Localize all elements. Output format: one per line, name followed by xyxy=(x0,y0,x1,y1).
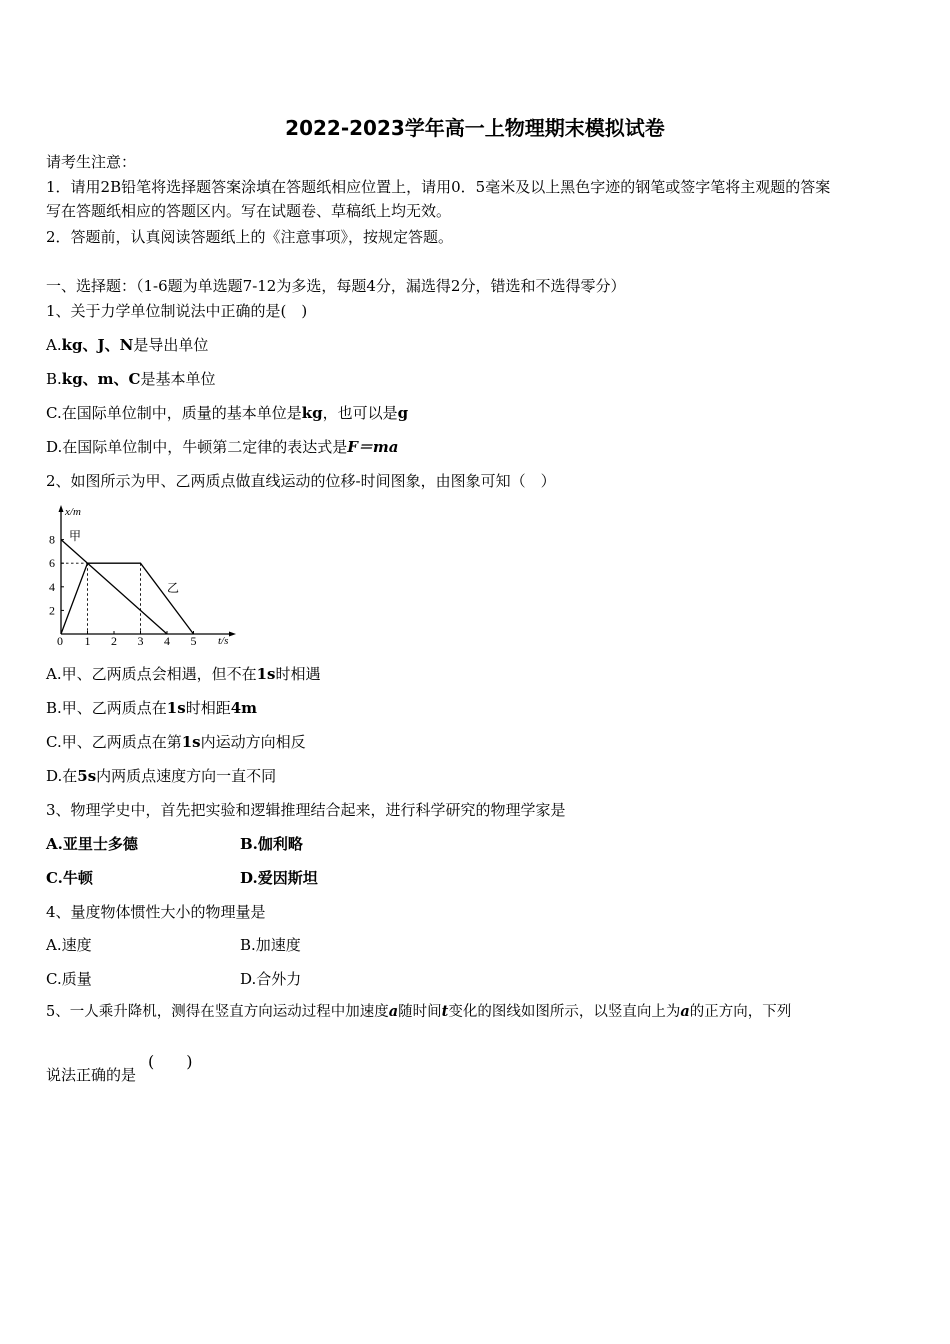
question-3-option-d: D.爱因斯坦 xyxy=(240,869,318,887)
y-tick-label: 8 xyxy=(49,532,55,547)
y-tick-label: 6 xyxy=(49,556,55,571)
series-label-yi: 乙 xyxy=(167,581,180,595)
question-4-option-c: C.质量 xyxy=(46,970,92,988)
question-2-option-c: C.甲、乙两质点在第1s内运动方向相反 xyxy=(46,733,306,751)
x-tick-label: 3 xyxy=(137,634,144,648)
section-heading: 一、选择题：（1-6题为单选题7-12为多选，每题4分，漏选得2分，错选和不选得零分） xyxy=(46,277,626,295)
question-1-option-c: C.在国际单位制中，质量的基本单位是kg，也可以是g xyxy=(46,404,409,422)
y-tick-label: 2 xyxy=(49,603,55,618)
question-4-option-a: A.速度 xyxy=(46,936,92,954)
y-tick-label: 4 xyxy=(49,579,55,594)
question-4-option-b: B.加速度 xyxy=(240,936,301,954)
question-3-option-b: B.伽利略 xyxy=(240,835,303,853)
series-line-jia xyxy=(61,540,167,634)
question-1-stem: 1、关于力学单位制说法中正确的是( ) xyxy=(46,302,308,320)
question-3-stem: 3、物理学史中，首先把实验和逻辑推理结合起来，进行科学研究的物理学家是 xyxy=(46,801,566,819)
question-5-answer-paren: ( ) xyxy=(148,1052,193,1071)
y-axis-label: x/m xyxy=(65,506,81,518)
x-tick-label: 0 xyxy=(57,634,63,648)
x-tick-label: 5 xyxy=(190,634,197,648)
question-1-option-d: D.在国际单位制中，牛顿第二定律的表达式是F＝ma xyxy=(46,438,399,456)
displacement-time-graph xyxy=(44,502,244,652)
notice-item-1-line-1: 1．请用2B铅笔将选择题答案涂填在答题纸相应位置上，请用0．5毫米及以上黑色字迹的钢笔或签字笔将主观题的答案 xyxy=(46,178,831,196)
question-2-option-b: B.甲、乙两质点在1s时相距4m xyxy=(46,699,258,717)
notice-heading: 请考生注意： xyxy=(46,153,137,171)
page-title: 2022-2023学年高一上物理期末模拟试卷 xyxy=(285,116,665,140)
question-3-option-c: C.牛顿 xyxy=(46,869,93,887)
x-tick-label: 4 xyxy=(164,634,170,648)
question-3-option-a: A.亚里士多德 xyxy=(46,835,138,853)
question-2-stem: 2、如图所示为甲、乙两质点做直线运动的位移-时间图象，由图象可知（ ） xyxy=(46,472,556,490)
x-axis-label: t/s xyxy=(218,635,229,647)
series-label-jia: 甲 xyxy=(69,529,82,543)
x-tick-label: 1 xyxy=(84,634,91,648)
x-axis-arrow xyxy=(229,632,236,637)
question-4-option-d: D.合外力 xyxy=(240,970,302,988)
question-4-stem: 4、量度物体惯性大小的物理量是 xyxy=(46,903,266,921)
question-2-option-d: D.在5s内两质点速度方向一直不同 xyxy=(46,767,277,785)
x-tick-label: 2 xyxy=(111,634,117,648)
question-2-option-a: A.甲、乙两质点会相遇，但不在1s时相遇 xyxy=(46,665,321,683)
question-5-stem-line-2: 说法正确的是 xyxy=(46,1066,137,1084)
question-1-option-a: A.kg、J、N是导出单位 xyxy=(46,336,209,354)
notice-item-2: 2．答题前，认真阅读答题纸上的《注意事项》，按规定答题。 xyxy=(46,228,454,246)
notice-item-1-line-2: 写在答题纸相应的答题区内。写在试题卷、草稿纸上均无效。 xyxy=(46,202,452,220)
question-1-option-b: B.kg、m、C是基本单位 xyxy=(46,370,216,388)
question-5-stem-line-1: 5、一人乘升降机，测得在竖直方向运动过程中加速度a随时间t变化的图线如图所示，以竖直向上为a的正方向，下列 xyxy=(46,1003,792,1020)
y-axis-arrow xyxy=(59,505,64,512)
